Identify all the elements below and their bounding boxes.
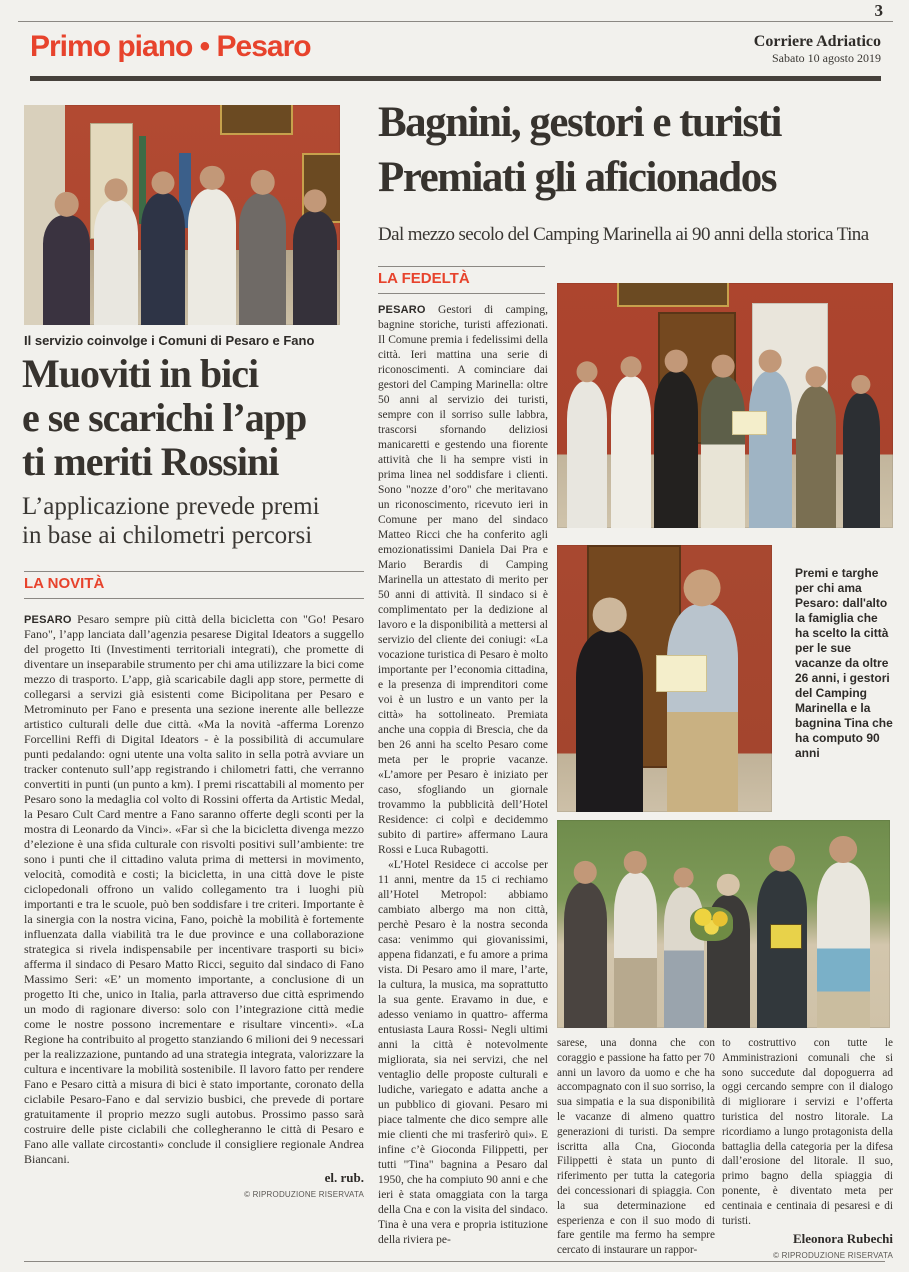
left-byline: el. rub. bbox=[324, 1170, 364, 1185]
person-silhouette bbox=[664, 887, 704, 1028]
right-col1-p1: Gestori di camping, bagnine storiche, turisti affezionati. Il Comune premia i fedelissimi della città. Ieri mattina una serie di riconoscimenti. A cominciare dai gestori del Camping Marinella: oltre 50 anni al servizio dei turisti, sempre con il sorriso sulle labbra, trascorsi sfornando deliziosi manicaretti e gestendo una fiorente attività che li ha sempre visti in prima linea nel soddisfare i clienti. Sono "nozze d’oro" che meritavano un riconoscimento, ricevuto ieri in Comune per mano del sindaco Matteo Ricci che ha conferito agli emozionatissimi Daniela Dai Pra e Mario Berardis di Camping Marinella un attestato di merito per 50 anni di attività. Il sindaco si è complimentato per la dedizione al lavoro e la disponibilità a mettersi al servizio del cliente dei coniugi: «La vocazione turistica di Pesaro è molto importante per l’economia cittadina, e la presenza di imprenditori come voi è un lustro e un vanto per la città» ha sottolineato. Premiata anche una coppia di Brescia, che da ben 26 anni ha scelto Pesaro come meta per le proprie vacanze. «L’amore per Pesaro è iniziato per caso, sfogliando un giornale trovammo la pubblicità dell’Hotel Residence: ci colpì e decidemmo subito di partire» affermano Laura Rossi e Luca Rubagotti. bbox=[378, 304, 548, 856]
picture-frame-decor bbox=[220, 105, 294, 135]
right-photo-caption: Premi e targhe per chi ama Pesaro: dall'alto la famiglia che ha scelto la città per le sue vacanze da oltre 26 anni, i gestori del Camping Marinella e la bagnina Tina che ha computo 90 anni bbox=[795, 566, 893, 760]
person-silhouette bbox=[614, 872, 657, 1028]
person-silhouette bbox=[817, 862, 870, 1028]
masthead bbox=[754, 33, 881, 66]
photo-couple-certificate bbox=[557, 545, 772, 812]
left-headline-line: e se scarichi l’app bbox=[22, 395, 307, 440]
header-thick-rule bbox=[30, 76, 881, 81]
picture-frame-decor bbox=[617, 283, 729, 307]
person-silhouette bbox=[843, 393, 880, 528]
right-col3-text: to costruttivo con tutte le Amministrazioni comunali che si sono succedute dal dopoguerra ad oggi cercando sempre con il dialogo di migliorare i servizi e l’offerta turistica del nostro litorale. La ricordiamo a lungo protagonista della battaglia della categoria per la difesa dall’erosione del litorale. Il suo, primo bagno della spiaggia di ponente, è diventato meta per centinaia e centinaia di pesaresi e di turisti. bbox=[722, 1037, 893, 1227]
right-byline: Eleonora Rubechi bbox=[792, 1231, 893, 1247]
left-subhead-line: in base ai chilometri percorsi bbox=[22, 522, 313, 549]
right-article-paragraph bbox=[378, 303, 548, 858]
person-silhouette bbox=[293, 211, 337, 325]
left-headline-line: ti meriti Rossini bbox=[22, 439, 279, 484]
person-silhouette bbox=[564, 882, 607, 1028]
person-silhouette bbox=[239, 193, 286, 325]
masthead-name: Corriere Adriatico bbox=[753, 33, 881, 50]
right-col1-p2: «L’Hotel Residece ci accolse per 11 anni, mentre da 15 ci rechiamo all’Hotel Metropol: abbiamo cambiato albergo ma non città, perchè Pesaro è la nostra seconda casa: venimmo qui giovanissimi, appena fidanzati, e fu amore a prima vista. Di Pesaro amo il mare, l’arte, la cultura, la musica, ma soprattutto la sua gente. Eravamo in due, e adesso veniamo in quattro- afferma entusiasta Laura Rossi- Negli ultimi anni la città è notevolmente migliorata, sia nei servizi, che nel ventaglio delle proposte culturali e ludiche, variegato e adatta anche a un pubblico di giovani. Pesaro mi piace talmente che dico sempre alle mie clienti che mi trasferirò qui». E infine c’è Gioconda Filippetti, per tutti "Tina" bagnina a Pesaro dal 1950, che ha compiuto 90 anni e che ieri è stata omaggiata con la targa della Cna e con la visita del sindaco. Tina è una vera e propria istituzione della riviera pe- bbox=[378, 859, 548, 1246]
right-copyright: © RIPRODUZIONE RISERVATA bbox=[773, 1251, 893, 1261]
left-article-paragraph bbox=[24, 612, 364, 1167]
right-headline-line: Premiati gli aficionados bbox=[378, 154, 776, 201]
right-lead-in: PESARO bbox=[378, 304, 426, 316]
right-article-column-2: sarese, una donna che con coraggio e passione ha fatto per 70 anni un lavoro da uomo e che ha accompagnato con il suo sorriso, la sua simpatia e la sua disponibilità le vacanze di almeno quattro generazioni di turisti. Da sempre iscritta alla Cna, Gioconda Filippetti è stata un punto di riferimento per tutta la categoria dei concessionari di spiaggia. Con la sua determinazione ed esperienza e con il suo modo di fare gentile ma fermo ha sempre cercato di instaurare un rappor- bbox=[557, 1037, 715, 1257]
right-headline bbox=[378, 95, 781, 205]
right-kicker-label: LA FEDELTÀ bbox=[378, 270, 470, 287]
person-silhouette bbox=[654, 371, 698, 528]
certificate-decor bbox=[732, 411, 768, 435]
person-silhouette bbox=[749, 371, 793, 528]
person-silhouette bbox=[43, 215, 90, 325]
bouquet-decor bbox=[690, 907, 733, 940]
person-silhouette bbox=[576, 630, 643, 812]
person-silhouette bbox=[701, 376, 745, 528]
person-silhouette bbox=[611, 376, 651, 528]
left-photo-caption: Il servizio coinvolge i Comuni di Pesaro e Fano bbox=[24, 333, 315, 348]
left-kicker bbox=[24, 571, 364, 599]
photo-group-town-hall bbox=[557, 283, 893, 528]
left-subhead-line: L’applicazione prevede premi bbox=[22, 493, 320, 520]
person-silhouette bbox=[188, 189, 235, 325]
right-kicker bbox=[378, 266, 545, 294]
person-silhouette bbox=[796, 386, 836, 528]
left-subhead bbox=[22, 492, 320, 550]
person-silhouette bbox=[141, 193, 185, 325]
section-title: Primo piano • Pesaro bbox=[30, 30, 311, 63]
header-top-rule bbox=[18, 21, 893, 22]
certificate-decor bbox=[656, 655, 707, 692]
person-silhouette bbox=[667, 604, 738, 812]
left-kicker-label: LA NOVITÀ bbox=[24, 575, 105, 592]
right-subhead: Dal mezzo secolo del Camping Marinella ai 90 anni della storica Tina bbox=[378, 224, 869, 245]
left-article-body bbox=[24, 612, 364, 1199]
page-number: 3 bbox=[874, 1, 883, 20]
page-bottom-rule bbox=[24, 1261, 885, 1262]
right-article-column-1 bbox=[378, 303, 548, 1248]
right-headline-line: Bagnini, gestori e turisti bbox=[378, 99, 781, 146]
photo-left-ceremony bbox=[24, 105, 340, 325]
right-article-paragraph bbox=[378, 858, 548, 1248]
left-copyright: © RIPRODUZIONE RISERVATA bbox=[244, 1190, 364, 1199]
photo-group-outdoor bbox=[557, 820, 890, 1028]
plaque-decor bbox=[770, 924, 802, 949]
left-lead-in: PESARO bbox=[24, 614, 72, 626]
left-headline bbox=[22, 352, 306, 484]
masthead-date: Sabato 10 agosto 2019 bbox=[772, 51, 881, 65]
right-article-column-3 bbox=[722, 1036, 893, 1260]
left-headline-line: Muoviti in bici bbox=[22, 351, 259, 396]
person-silhouette bbox=[567, 381, 607, 528]
left-body-text: Pesaro sempre più città della bicicletta con "Go! Pesaro Fano", l’app lanciata dall’agenzia pesarese Digital Ideators a suggello del progetto Iti (Investimenti territoriali integrati), che promette di diventare un inseparabile strumento per chi ama utilizzare la bici come mezzo di trasporto. L’app, già scaricabile dagli app store, permette di collegarsi a servizi già esistenti come Bicipolitana per Pesaro e Metrominuto per Fano e presenta una sezione inerente alle bellezze artistico culturali delle due città. «Ma la novità -afferma Lorenzo Forcellini Reffi di Digital Ideators - è la possibilità di accumulare punti pedalando: ogni utente una volta salito in sella potrà avviare un tracker contenuto sull’app registrando i chilometri fatti, che verranno convertiti in punti (un punto a km). I premi riscattabili al momento per Pesaro sono la medaglia col volto di Rossini offerta da Artistic Medal, la Pesaro Cult Card mentre a Fano saranno offerte degli sconti per la mostra di Leonardo da Vinci». «Far sì che la bicicletta divenga mezzo d’elezione è una sfida culturale con risvolti positivi sull’ambiente: tre sono i punti che il cittadino valuta prima di mettersi in movimento, velocità, comodità e costi; la bicicletta, in una città dove le piste ciclopedonali offrono un valido collegamento tra i luoghi più importanti e tra le scuole, può ben soddisfare i tre criteri. Importante è la sinergia con la nostra vicina, Fano, poichè la mobilità è fortemente influenzata dalla viabilità tra le due province e una collaborazione strategica si rivela indispensabile per incentivare trasporti su bici» afferma il sindaco di Pesaro Matto Ricci, seguito dal sindaco di Fano Massimo Seri: «E’ un momento importante, a conclusione di un progetto Iti che, unico in Italia, parla attraverso due città esprimendo un modo di ragionare diverso: solo con l’integrazione città medie come le nostre possono incrementare e risultare vincenti». «La Regione ha contribuito al progetto stanziando 6 milioni dei 9 necessari per la realizzazione, puntando ad una strategia integrata, valorizzare la cultura e incentivare la mobilità sostenibile. Il lavoro fatto per rendere Fano e Pesaro città a misura di bici è stato importante, coronato della ciclabile Pesaro-Fano e dal servizio busbici, che prevede di portare gratuitamente il proprio mezzo sugli autobus. Prossimo passo sarà costruire delle piste ciclabili che collegheranno le città di Pesaro e Fano alle vallate circostanti» conclude il consigliere regionale Andrea Biancani. bbox=[24, 612, 365, 1166]
person-silhouette bbox=[94, 200, 138, 325]
